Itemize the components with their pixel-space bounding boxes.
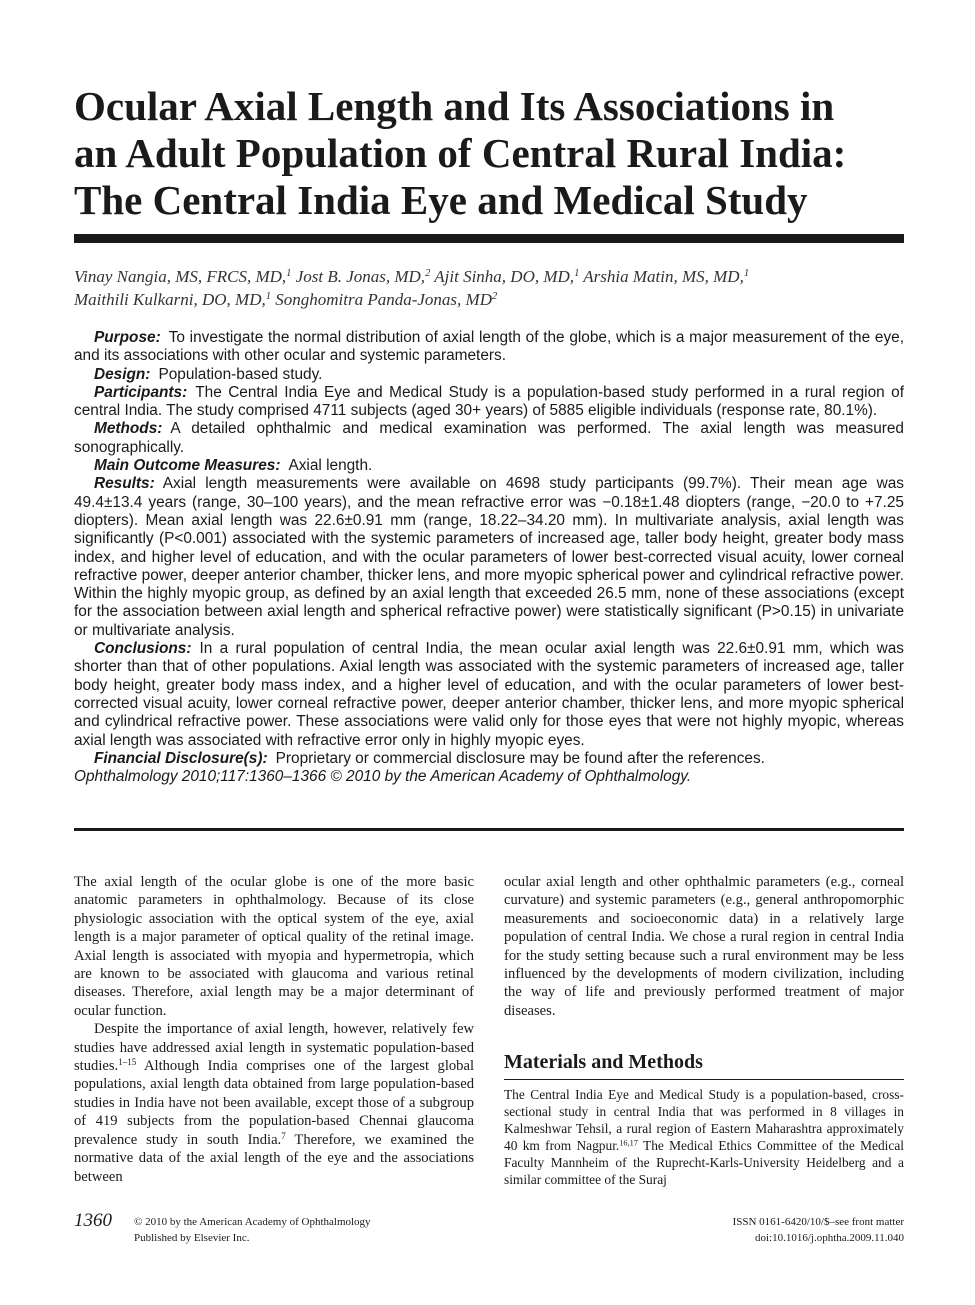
methods-text bbox=[504, 1086, 904, 1188]
journal-citation: Ophthalmology 2010;117:1360–1366 © 2010 by the American Academy of Ophthalmology. bbox=[74, 768, 692, 786]
reference-marker[interactable]: 1–15 bbox=[118, 1057, 137, 1068]
abstract-text: To investigate the normal distribution of axial length of the globe, which is a major measurement of the eye, and its associations with other ocular and systemic parameters. bbox=[74, 329, 904, 365]
abstract-conclusions bbox=[74, 640, 904, 750]
abstract-label: Main Outcome Measures: bbox=[94, 457, 281, 475]
affiliation-marker: 1 bbox=[743, 268, 750, 280]
body-text: Therefore, we examined the normative data of the axial length of the eye and the associations between bbox=[74, 1131, 474, 1185]
author-name: Ajit Sinha, DO, MD, bbox=[434, 267, 575, 286]
author-name: Songhomitra Panda-Jonas, MD bbox=[275, 290, 492, 309]
abstract-label: Methods: bbox=[94, 420, 163, 438]
body-column-right bbox=[504, 873, 904, 1020]
abstract-label: Purpose: bbox=[94, 329, 161, 346]
abstract-text: Proprietary or commercial disclosure may be found after the references. bbox=[275, 749, 765, 767]
footer-copyright bbox=[134, 1214, 371, 1246]
section-heading: Materials and Methods bbox=[504, 1051, 703, 1073]
abstract-methods bbox=[74, 420, 904, 457]
abstract-text: A detailed ophthalmic and medical examination was performed. The axial length was measured sonographically. bbox=[74, 420, 904, 456]
author-name: Vinay Nangia, MS, FRCS, MD, bbox=[74, 267, 287, 286]
body-text: The Medical Ethics Committee of the Medical Faculty Mannheim of the Ruprecht-Karls-University Heidelberg and a similar committee of the Suraj bbox=[504, 1138, 904, 1187]
author-line bbox=[74, 288, 904, 311]
abstract-divider bbox=[74, 828, 904, 831]
footer-issn bbox=[733, 1214, 904, 1246]
abstract bbox=[74, 329, 904, 786]
doi-line[interactable]: doi:10.1016/j.ophtha.2009.11.040 bbox=[754, 1232, 904, 1244]
title-line: Ocular Axial Length and Its Associations in bbox=[74, 83, 835, 129]
body-paragraph bbox=[74, 1020, 474, 1186]
abstract-text: In a rural population of central India, the mean ocular axial length was 22.6±0.91 mm, which was shorter than that of other populations. Axial length was associated with the systemic parameters of increased age, taller body height, greater body mass index, and a higher level of education, and with the ocular parameters of lower best-corrected visual acuity, lower corneal refractive power, deeper anterior chamber, thicker lens, and more myopic spherical and cylindrical refractive power. These associations were valid only for those eyes that were not highly myopic, whereas axial length was associated with refractive error only in highly myopic eyes. bbox=[74, 640, 904, 749]
affiliation-marker: 2 bbox=[425, 268, 431, 280]
author-name: Jost B. Jonas, MD, bbox=[295, 267, 426, 286]
title-divider bbox=[74, 234, 904, 243]
issn-line: ISSN 0161-6420/10/$–see front matter bbox=[732, 1216, 904, 1228]
abstract-text: The Central India Eye and Medical Study is a population-based study performed in a rural region of central India. The study comprised 4711 subjects (aged 30+ years) of 5885 eligible individuals (response rate, 80.1%). bbox=[74, 383, 904, 420]
affiliation-marker: 1 bbox=[265, 291, 271, 303]
abstract-results bbox=[74, 475, 904, 640]
abstract-purpose bbox=[74, 329, 904, 366]
abstract-outcome bbox=[74, 457, 904, 475]
publisher-line: Published by Elsevier Inc. bbox=[134, 1232, 250, 1244]
article-title bbox=[74, 83, 914, 224]
abstract-label: Participants: bbox=[94, 383, 188, 401]
affiliation-marker: 2 bbox=[491, 291, 498, 303]
page-number: 1360 bbox=[74, 1210, 112, 1231]
body-paragraph: ocular axial length and other ophthalmic parameters (e.g., corneal curvature) and systemic parameters (e.g., general anthropomorphic measurements and socioeconomic data) in a relatively large population of central India. We chose a rural region in central India for the study setting because such a rural environment may be less influenced by the developments of modern civilization, including the way of life and previously performed treatment of major diseases. bbox=[504, 874, 904, 1019]
body-text: Although India comprises one of the largest global populations, axial length data obtained from large population-based studies in India have not been available, except those of a subgroup of 419 subjects from the population-based Chennai glaucoma prevalence study in south India. bbox=[74, 1058, 474, 1148]
body-paragraph bbox=[504, 1086, 904, 1188]
affiliation-marker: 1 bbox=[574, 268, 580, 280]
section-divider bbox=[504, 1079, 904, 1080]
abstract-label: Design: bbox=[94, 365, 151, 383]
title-line: The Central India Eye and Medical Study bbox=[74, 177, 808, 223]
author-name: Maithili Kulkarni, DO, MD, bbox=[74, 290, 266, 309]
abstract-disclosure bbox=[74, 750, 904, 768]
body-column-left bbox=[74, 873, 474, 1186]
abstract-label: Financial Disclosure(s): bbox=[94, 749, 268, 767]
abstract-text: Population-based study. bbox=[158, 365, 323, 383]
abstract-label: Conclusions: bbox=[94, 640, 192, 658]
reference-marker[interactable]: 7 bbox=[281, 1130, 286, 1141]
abstract-text: Axial length measurements were available on 4698 study participants (99.7%). Their mean age was 49.4±13.4 years (range, 30–100 years), and the mean refractive error was −0.18±1.48 diopters (range, −20.0 to +7.25 diopters). Mean axial length was 22.6±0.91 mm (range, 18.22–34.20 mm). In multivariate analysis, axial length was significantly (P<0.001) associated with the systemic parameters of increased age, taller body height, greater body mass index, and higher level of education, and with the ocular parameters of lower best-corrected visual acuity, lower corneal refractive power, deeper anterior chamber, thicker lens, and more myopic spherical power and cylindrical refractive power. Within the highly myopic group, as defined by an axial length that exceeded 26.5 mm, none of these associations (except for the association between axial length and spherical refractive power) were statistically significant (P>0.15) in univariate or multivariate analysis. bbox=[74, 475, 904, 639]
author-name: Arshia Matin, MS, MD, bbox=[583, 267, 744, 286]
body-paragraph: The axial length of the ocular globe is one of the more basic anatomic parameters in ophthalmology. Because of its close physiologic association with the optical system of the eye, axial length is a major parameter of optical quality of the retinal image. Axial length is associated with myopia and hypermetropia, which are known to be associated with glaucoma and various retinal diseases. Therefore, axial length may be a major determinant of ocular function. bbox=[74, 874, 474, 1019]
reference-marker[interactable]: 16,17 bbox=[619, 1138, 638, 1148]
author-list bbox=[74, 265, 904, 311]
title-line: an Adult Population of Central Rural India: bbox=[74, 130, 847, 176]
body-text: Despite the importance of axial length, however, relatively few studies have addressed axial length in systematic population-based studies. bbox=[74, 1021, 474, 1075]
affiliation-marker: 1 bbox=[286, 268, 292, 280]
copyright-line: © 2010 by the American Academy of Ophthalmology bbox=[134, 1216, 371, 1228]
abstract-design bbox=[74, 366, 904, 384]
author-line bbox=[74, 265, 904, 288]
abstract-label: Results: bbox=[94, 475, 155, 493]
abstract-text: Axial length. bbox=[288, 457, 373, 475]
body-text: The Central India Eye and Medical Study is a population-based, cross-sectional study in central India that was performed in 8 villages in Kalmeshwar Tehsil, a rural region of Eastern Maharashtra approximately 40 km from Nagpur. bbox=[504, 1087, 904, 1153]
abstract-participants bbox=[74, 384, 904, 421]
